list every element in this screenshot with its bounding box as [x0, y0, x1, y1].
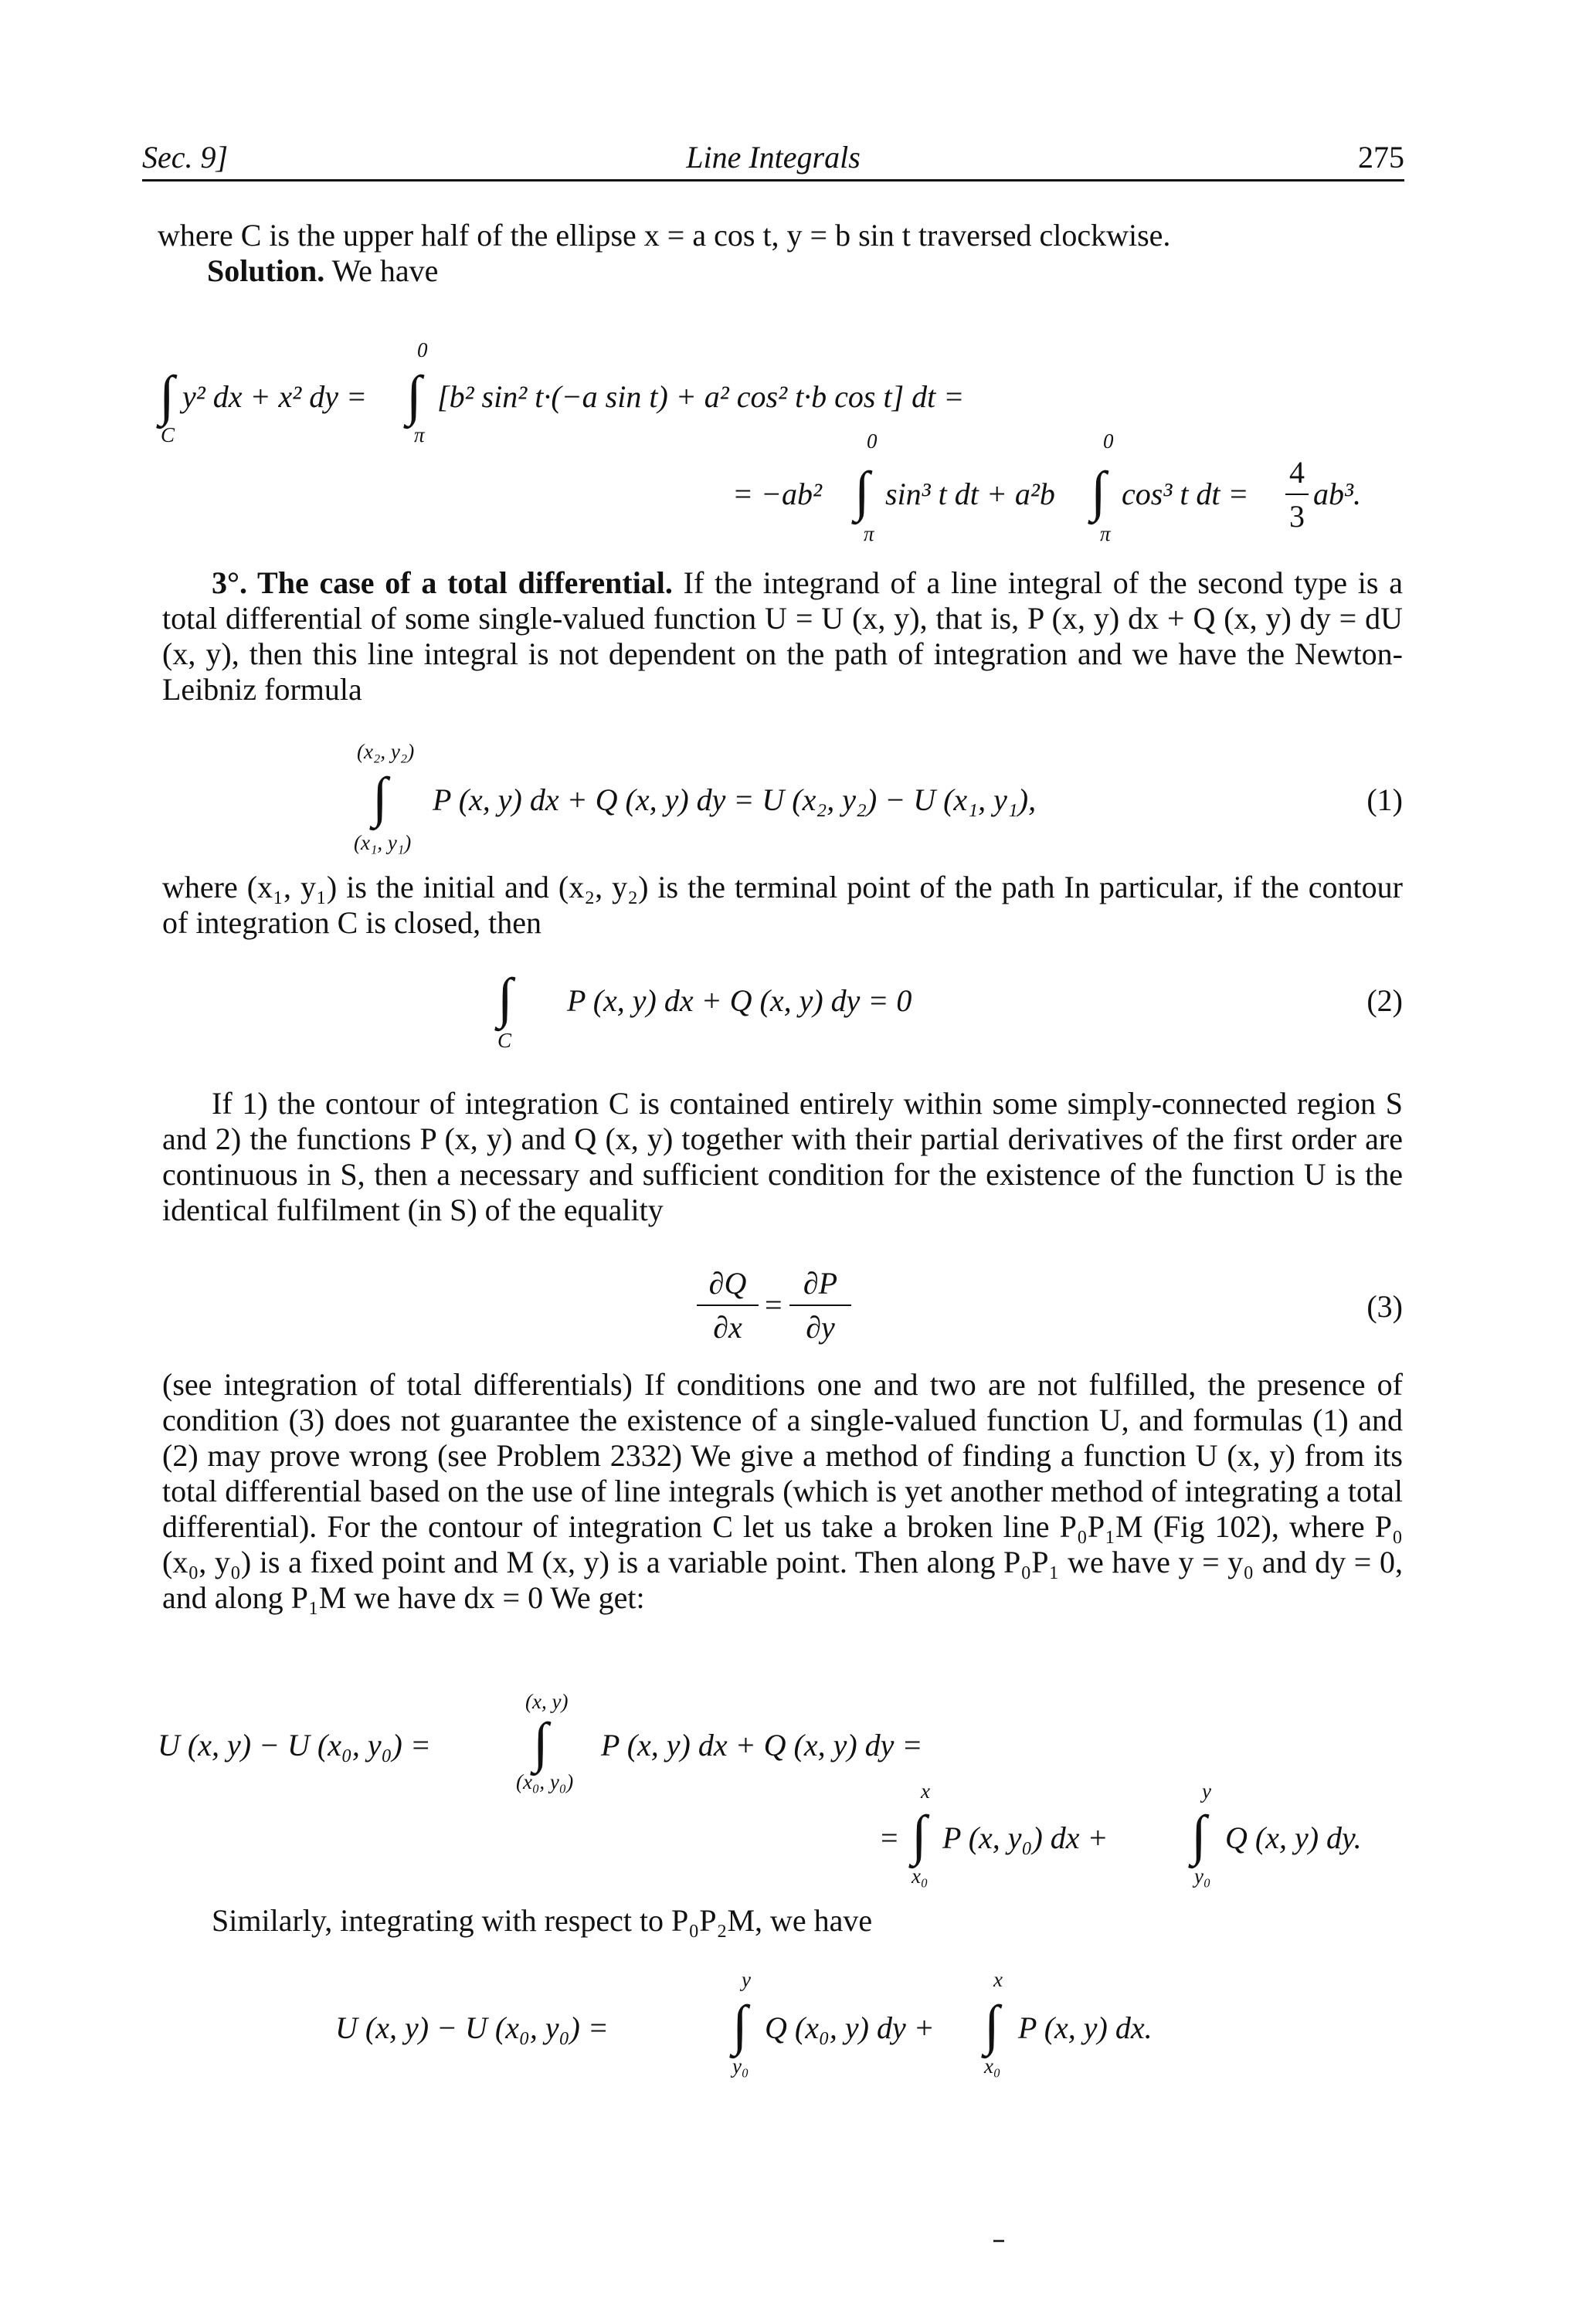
eq3-number: (3)	[1366, 1289, 1403, 1324]
eq4-lower-y0: y₀	[1194, 1864, 1211, 1888]
chapter-title: Line Integrals	[686, 140, 861, 175]
eq4-line2-body2: Q (x, y) dy.	[1225, 1820, 1362, 1855]
fraction-4-3	[1285, 454, 1309, 534]
eq2-number: (2)	[1366, 983, 1403, 1018]
eq-ellipse-line2-d: ab³.	[1313, 477, 1361, 511]
integral-sign: ∫	[533, 1712, 548, 1773]
eq4-lhs: U (x, y) − U (x₀, y₀) =	[158, 1728, 431, 1763]
eq4-upper-y: y	[1202, 1779, 1211, 1803]
eq-ellipse-upper-limit: 0	[1103, 429, 1114, 453]
running-header	[142, 133, 1404, 182]
eq4-upper-limit: (x, y)	[525, 1690, 569, 1713]
eq-ellipse-integrand: [b² sin² t·(−a sin t) + a² cos² t·b cos t] dt =	[437, 379, 965, 414]
eq-ellipse-line2-b: sin³ t dt + a²b	[885, 477, 1055, 511]
subsection-heading: 3°. The case of a total differential.	[212, 565, 673, 600]
eq2-lower-limit: C	[497, 1029, 512, 1052]
after-eq1-paragraph	[162, 870, 1403, 941]
integral-sign: ∫	[406, 365, 422, 426]
eq-ellipse-lower-pi: π	[414, 423, 425, 446]
integral-sign: ∫	[984, 1994, 1000, 2056]
eq4-line2-equals: =	[881, 1820, 898, 1855]
eq1-body: P (x, y) dx + Q (x, y) dy = U (x₂, y₂) − U (x₁, y₁),	[433, 782, 1037, 817]
intro-paragraph	[158, 218, 1403, 289]
eq5-body1: Q (x₀, y) dy +	[765, 2010, 935, 2045]
fraction-dq-dx	[697, 1265, 759, 1345]
integral-sign: ∫	[372, 766, 388, 828]
eq4-lower-limit: (x₀, y₀)	[516, 1770, 574, 1793]
eq-ellipse-lower-pi: π	[864, 522, 874, 545]
eq5-upper-y: y	[742, 1968, 751, 1991]
eq1-number: (1)	[1366, 782, 1403, 817]
integral-sign: ∫	[1191, 1804, 1207, 1866]
eq-ellipse-line2-a: = −ab²	[732, 477, 822, 511]
eq5-lower-y0: y₀	[732, 2054, 749, 2078]
integral-sign: ∫	[159, 365, 175, 426]
eq4-body: P (x, y) dx + Q (x, y) dy =	[601, 1728, 923, 1763]
conditions-paragraph	[162, 1086, 1403, 1228]
eq-ellipse-lhs: y² dx + x² dy =	[182, 379, 367, 414]
after-eq1-text: where (x₁, y₁) is the initial and (x₂, y₂) is the terminal point of the path In particular, if the contour of integration C is closed, then	[162, 870, 1403, 940]
eq-ellipse-upper-limit: 0	[867, 429, 878, 453]
eq4-lower-x0: x₀	[912, 1864, 928, 1888]
method-text: (see integration of total differentials) If conditions one and two are not fulfilled, the presence of condition (3) does not guarantee the existence of a single-valued function U, and formulas (1) and (2) may prove wrong (see Problem 2332) We give a method of finding a function U (x, y) from its total differential based on the use of line integrals (which is yet another method of integrating a total differential). For the contour of integration C let us take a broken line P₀P₁M (Fig 102), where P₀ (x₀, y₀) is a fixed point and M (x, y) is a variable point. Then along P₀P₁ we have y = y₀ and dy = 0, and along P₁M we have dx = 0 We get:	[162, 1367, 1403, 1615]
total-differential-text: If the integrand of a line integral of the second type is a total differential of some single-valued function U = U (x, y), that is, P (x, y) dx + Q (x, y) dy = dU (x, y), then this line integral is not dependent on the path of integration and we have the Newton-Leibniz formula	[162, 565, 1403, 707]
eq5-body2: P (x, y) dx.	[1018, 2010, 1153, 2045]
solution-label: Solution.	[207, 253, 325, 288]
eq-ellipse-lower-c: C	[161, 423, 175, 446]
integral-sign: ∫	[854, 460, 870, 522]
eq-ellipse-upper-limit: 0	[417, 338, 428, 361]
integral-sign: ∫	[1091, 460, 1106, 522]
eq5-lower-x0: x₀	[984, 2054, 1001, 2078]
fraction-numerator: 4	[1289, 455, 1305, 490]
fraction-denominator: ∂x	[713, 1310, 742, 1345]
solution-text: We have	[331, 253, 439, 288]
fraction-dp-dy	[789, 1265, 851, 1345]
eq4-line2-body1: P (x, y₀) dx +	[942, 1820, 1108, 1855]
footer-mark	[993, 2240, 1004, 2242]
similarly-text: Similarly, integrating with respect to P₀P₂M, we have	[212, 1903, 873, 1938]
integral-sign: ∫	[732, 1994, 748, 2056]
integral-sign: ∫	[912, 1804, 927, 1866]
total-differential-paragraph	[162, 565, 1403, 707]
method-paragraph	[162, 1367, 1403, 1616]
eq1-lower-limit: (x₁, y₁)	[354, 831, 412, 854]
fraction-numerator: ∂P	[803, 1266, 838, 1301]
fraction-numerator: ∂Q	[708, 1266, 747, 1301]
fraction-denominator: ∂y	[806, 1310, 835, 1345]
conditions-text: If 1) the contour of integration C is contained entirely within some simply-connected region S and 2) the functions P (x, y) and Q (x, y) together with their partial derivatives of the first order are continuous in S, then a necessary and sufficient condition for the existence of the function U is the identical fulfilment (in S) of the equality	[162, 1086, 1403, 1227]
section-label: Sec. 9]	[142, 140, 229, 175]
eq-ellipse-line2-c: cos³ t dt =	[1122, 477, 1249, 511]
page-number: 275	[1358, 140, 1404, 175]
eq2-body: P (x, y) dx + Q (x, y) dy = 0	[567, 983, 912, 1018]
eq5-upper-x: x	[993, 1968, 1003, 1991]
solution-line	[158, 253, 1403, 289]
integral-sign: ∫	[497, 967, 513, 1029]
similarly-paragraph	[162, 1903, 1403, 1939]
eq4-upper-x: x	[921, 1779, 930, 1803]
eq3-equals: =	[765, 1288, 783, 1322]
fraction-denominator: 3	[1289, 499, 1305, 534]
eq5-lhs: U (x, y) − U (x₀, y₀) =	[335, 2010, 609, 2045]
intro-text: where C is the upper half of the ellipse x = a cos t, y = b sin t traversed clockwise.	[158, 218, 1171, 253]
eq1-upper-limit: (x₂, y₂)	[357, 740, 415, 763]
eq-ellipse-lower-pi: π	[1100, 522, 1111, 545]
